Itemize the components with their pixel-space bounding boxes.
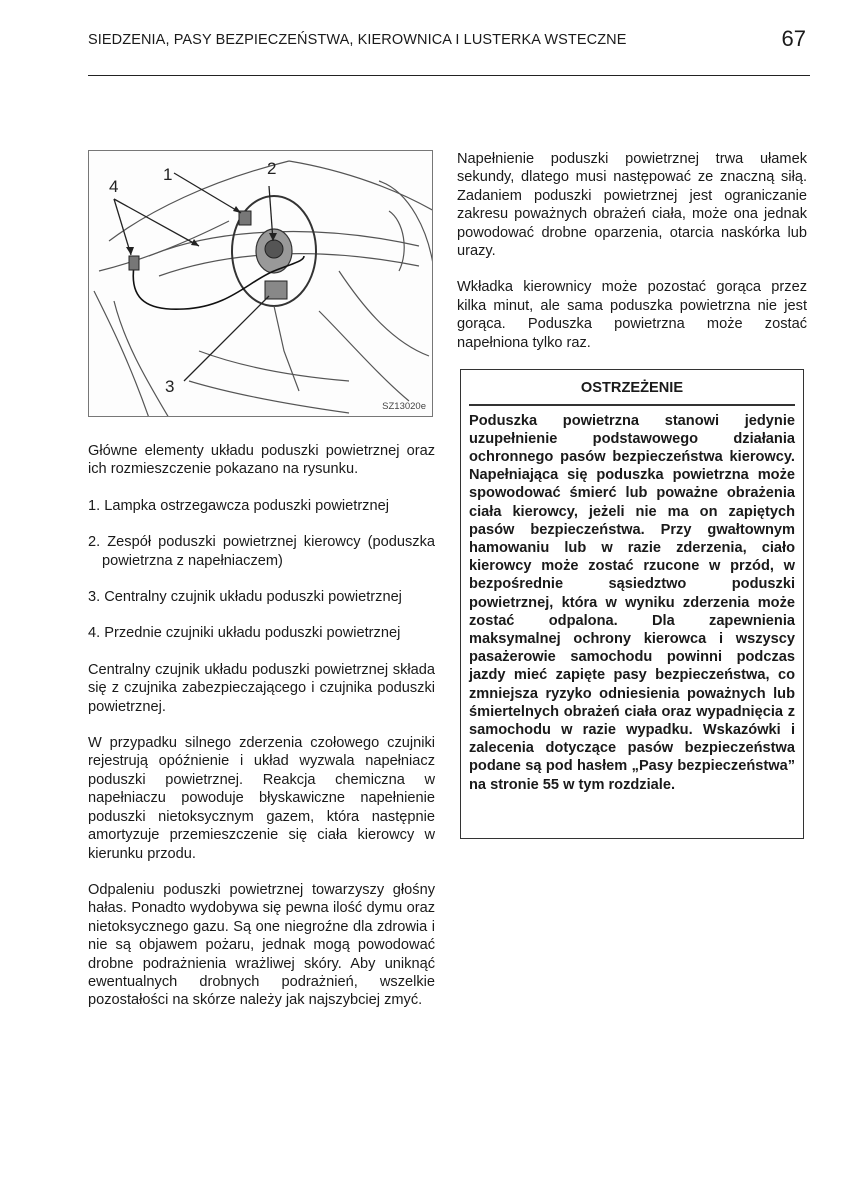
page-header [88, 26, 810, 52]
body-paragraph: Centralny czujnik układu poduszki powietrznej składa się z czujnika zabezpieczającego i czujnika poduszki powietrznej. [88, 661, 435, 715]
right-column [457, 150, 807, 352]
page-number: 67 [781, 26, 806, 51]
list-item: 1. Lampka ostrzegawcza poduszki powietrznej [88, 497, 389, 514]
body-paragraph: Wkładka kierownicy może pozostać gorąca przez kilka minut, ale sama poduszka powietrzna nie jest gorąca. Poduszka powietrzna może zostać napełniona tylko raz. [457, 279, 807, 351]
figure-label-3: 3 [165, 377, 175, 396]
airbag-system-illustration [88, 150, 433, 417]
header-divider [88, 75, 810, 76]
left-column [88, 442, 435, 1010]
figure-code: SZ13020e [382, 401, 426, 412]
list-item: 3. Centralny czujnik układu poduszki powietrznej [88, 589, 402, 606]
figure-label-1: 1 [163, 165, 173, 184]
warning-divider [469, 404, 795, 406]
intro-paragraph: Główne elementy układu poduszki powietrznej oraz ich rozmieszczenie pokazano na rysunku. [88, 443, 435, 478]
warning-text: Poduszka powietrzna stanowi jedynie uzupełnienie podstawowego działania ochronnego pasów bezpieczeństwa kierowcy. Napełniająca się poduszka powietrzna może spowodować śmierć lub poważne obrażenia ciała kierowcy, jeżeli nie ma on zapiętych pasów bezpieczeństwa. Przy gwałtownym hamowaniu lub w razie zderzenia, ciało kierowcy może zostać rzucone w przód, w bezpośrednie sąsiedztwo poduszki powietrznej, która w wyniku zderzenia może zostać odpalona. Dla zapewnienia maksymalnej ochrony kierowca i wszyscy pasażerowie samochodu powinni podczas jazdy mieć zapięte pasy bezpieczeństwa, co zmniejsza ryzyko odniesienia poważnych lub śmiertelnych obrażeń ciała oraz wypadnięcia z samochodu w razie wypadku. Wskazówki i zalecenia dotyczące pasów bezpieczeństwa podane są pod hasłem „Pasy bezpieczeństwa” na stronie 55 w tym rozdziale. [469, 412, 795, 793]
warning-box [460, 369, 804, 839]
body-paragraph: W przypadku silnego zderzenia czołowego czujniki rejestrują opóźnienie i układ wyzwala napełniacz poduszki powietrznej. Reakcja chemiczna w napełniaczu powoduje błyskawiczne napełnienie poduszki nietoksycznym gazem, która następnie amortyzuje przemieszczenie się ciała kierowcy w kierunku przodu. [88, 735, 435, 862]
list-item: 2. Zespół poduszki powietrznej kierowcy (poduszka powietrzna z napełniaczem) [88, 534, 435, 569]
car-interior-drawing [89, 151, 433, 417]
chapter-title: SIEDZENIA, PASY BEZPIECZEŃSTWA, KIEROWNICA I LUSTERKA WSTECZNE [88, 32, 627, 48]
list-item: 4. Przednie czujniki układu poduszki powietrznej [88, 625, 401, 642]
body-paragraph: Odpaleniu poduszki powietrznej towarzyszy głośny hałas. Ponadto wydobywa się pewna ilość dymu oraz nietoksycznego gazu. Są one niegroźne dla zdrowia i nie są objawem pożaru, jednak mogą powodować drobne podrażnienia wrażliwej skóry. Aby uniknąć ewentualnych drobnych podrażnień, wszelkie pozostałości na skórze należy jak najszybciej zmyć. [88, 881, 435, 1009]
body-paragraph: Napełnienie poduszki powietrznej trwa ułamek sekundy, dlatego musi następować ze znaczną siłą. Zadaniem poduszki powietrznej jest ograniczanie zakresu poważnych obrażeń ciała, może ona jednak powodować drobne oparzenia, otarcia naskórka lub urazy. [457, 151, 807, 260]
figure-label-4: 4 [109, 177, 119, 196]
warning-title: OSTRZEŻENIE [580, 380, 684, 396]
figure-label-2: 2 [267, 159, 277, 178]
